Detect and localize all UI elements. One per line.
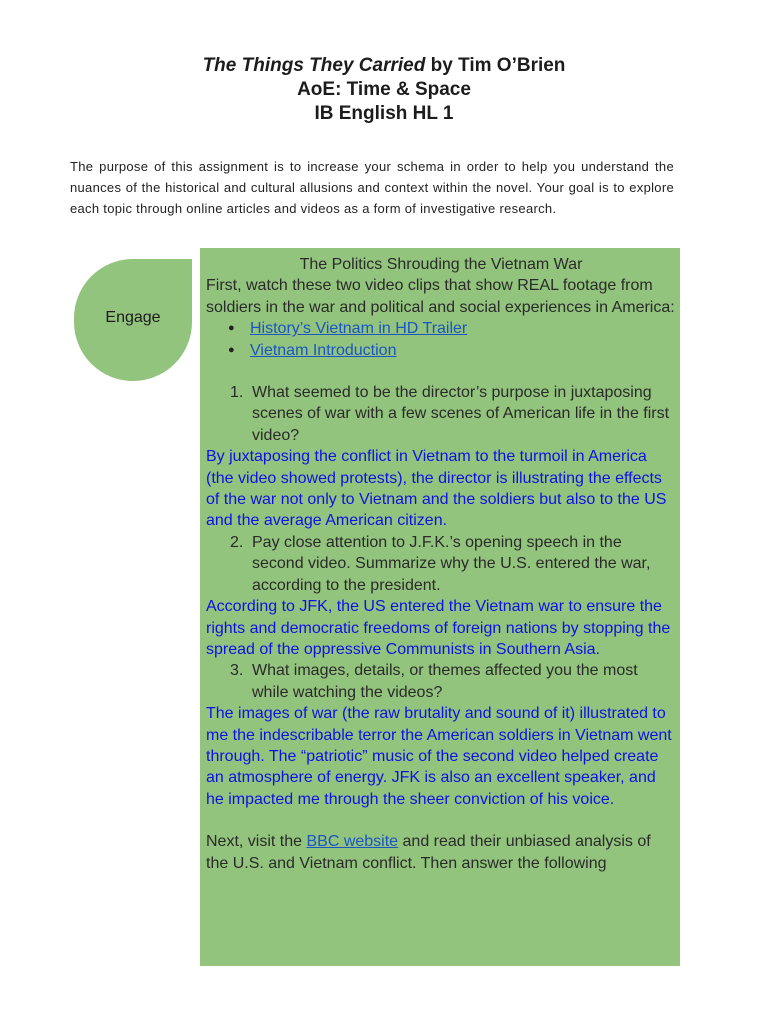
question-1 <box>206 382 676 446</box>
course-line: IB English HL 1 <box>314 103 454 124</box>
question-number: 3. <box>230 662 244 680</box>
answer-2: According to JFK, the US entered the Vietnam war to ensure the rights and democratic freedoms of foreign nations by stopping the spread of the oppressive Communists in Southern Asia. <box>206 598 671 658</box>
unit-line: AoE: Time & Space <box>297 79 471 100</box>
question-text: What seemed to be the director’s purpose in juxtaposing scenes of war with a few scenes of American life in the first video? <box>252 384 670 444</box>
question-text: What images, details, or themes affected you the most while watching the videos? <box>252 662 638 701</box>
book-title: The Things They Carried <box>202 55 426 76</box>
engage-label: Engage <box>105 309 161 326</box>
question-text: Pay close attention to J.F.K.’s opening speech in the second video. Summarize why the U.S. entered the war, according to the president. <box>252 533 651 594</box>
next-text-before: Next, visit the <box>206 833 307 851</box>
list-item <box>250 318 676 339</box>
answer-3: The images of war (the raw brutality and sound of it) illustrated to me the indescribable terror the American soldiers in Vietnam went through. The “patriotic” music of the second video helped create an atmosphere of energy. JFK is also an excellent speaker, and he impacted me through the sheer conviction of his voice. <box>206 705 672 808</box>
vietnam-introduction-link[interactable]: Vietnam Introduction <box>250 341 397 359</box>
instructions-text: First, watch these two video clips that show REAL footage from soldiers in the war and political and social experiences in America: <box>206 277 675 316</box>
history-vietnam-trailer-link[interactable]: History’s Vietnam in HD Trailer <box>250 320 468 338</box>
content-panel <box>200 248 680 966</box>
panel-title: The Politics Shrouding the Vietnam War <box>299 256 583 273</box>
list-item <box>250 340 676 361</box>
intro-paragraph: The purpose of this assignment is to increase your schema in order to help you understand the nuances of the historical and cultural allusions and context within the novel. Your goal is to explore each topic through online articles and videos as a form of investigative research. <box>70 159 674 216</box>
question-number: 1. <box>230 384 244 402</box>
next-instructions <box>206 831 676 874</box>
question-2 <box>206 532 676 596</box>
author-line: by Tim O’Brien <box>425 55 566 76</box>
title-line <box>0 54 768 78</box>
bbc-website-link[interactable]: BBC website <box>306 833 399 851</box>
engage-badge <box>72 257 194 383</box>
next-text-after: and read their unbiased analysis of the U.S. and Vietnam conflict. Then answer the following <box>206 833 651 872</box>
answer-1: By juxtaposing the conflict in Vietnam to the turmoil in America (the video showed protests), the director is illustrating the effects of the war not only to Vietnam and the soldiers but also to the US and the average American citizen. <box>206 448 667 530</box>
video-link-list <box>206 318 676 361</box>
question-number: 2. <box>230 533 244 551</box>
question-3 <box>206 660 676 703</box>
document-header <box>0 54 768 126</box>
